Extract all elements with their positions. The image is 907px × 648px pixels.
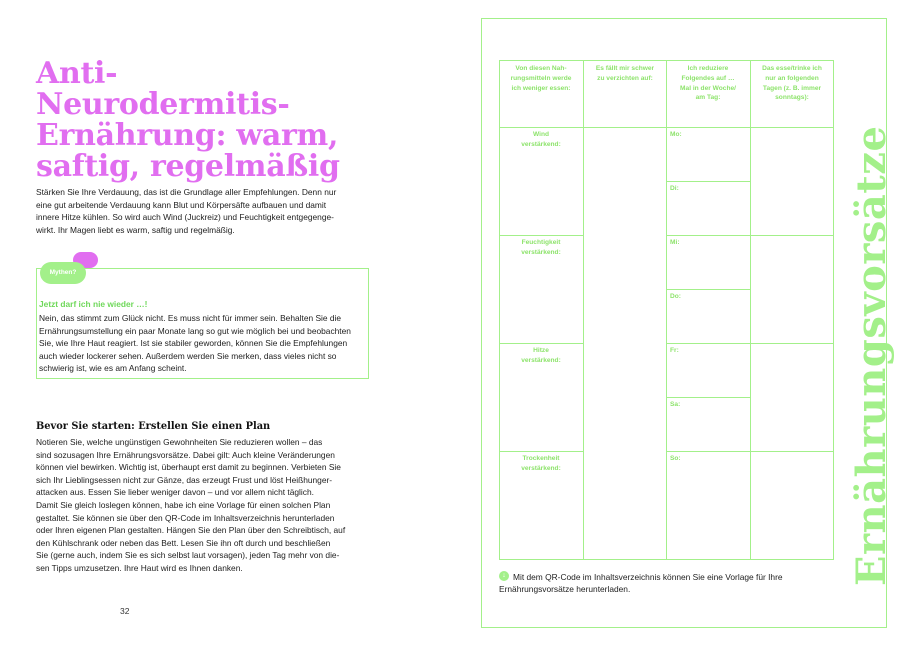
myth-badge: Mythen? xyxy=(40,262,86,284)
row-divider xyxy=(499,343,583,344)
vertical-title: Ernährungsvorsätze xyxy=(848,125,895,586)
table-border xyxy=(833,60,834,560)
row-divider xyxy=(666,451,834,452)
page-title: Anti-Neurodermitis- Ernährung: warm, saftig, regelmäßig xyxy=(36,56,340,184)
table-header-cell: Es fällt mir schwer zu verzichten auf: xyxy=(595,65,655,82)
row-divider xyxy=(499,235,583,236)
page-number: 32 xyxy=(120,606,130,616)
column-divider xyxy=(666,60,667,560)
day-divider xyxy=(666,397,750,398)
day-label: Fr: xyxy=(670,347,679,354)
day-divider xyxy=(666,181,750,182)
table-header-cell: Das esse/trinke ich nur an folgenden Tagen (z. B. immer sonntags): xyxy=(762,65,822,102)
table-header-cell: Von diesen Nah- rungsmitteln werde ich weniger essen: xyxy=(510,65,572,92)
day-label: Di: xyxy=(670,185,679,192)
download-icon: ↓ xyxy=(499,571,509,581)
myth-heading: Jetzt darf ich nie wieder …! xyxy=(39,299,148,309)
qr-note: Mit dem QR-Code im Inhaltsverzeichnis können Sie eine Vorlage für Ihre Ernährungsvorsätze herunterladen. xyxy=(499,572,783,595)
row-divider xyxy=(499,451,583,452)
day-label: Mi: xyxy=(670,239,680,246)
row-label: Feuchtigkeit verstärkend: xyxy=(521,239,561,256)
plan-heading: Bevor Sie starten: Erstellen Sie einen Plan xyxy=(36,421,271,432)
column-divider xyxy=(583,60,584,560)
day-label: Mo: xyxy=(670,131,682,138)
row-divider xyxy=(666,343,834,344)
column-divider xyxy=(750,60,751,560)
table-header-cell: Ich reduziere Folgendes auf … Mal in der Woche/ am Tag: xyxy=(680,65,736,102)
day-label: Do: xyxy=(670,293,681,300)
day-label: So: xyxy=(670,455,681,462)
row-divider xyxy=(666,235,834,236)
intro-paragraph: Stärken Sie Ihre Verdauung, das ist die Grundlage aller Empfehlungen. Denn nur eine gut arbeitende Verdauung kann Blut und Körpersäfte aufbauen und damit innere Hitze kühlen. So wird auch Wind (Juckreiz) und Feuchtigkeit entgegenge- wirkt. Ihr Magen liebt es warm, saftig und regelmäßig. xyxy=(36,187,337,235)
day-label: Sa: xyxy=(670,401,681,408)
worksheet-frame xyxy=(481,18,887,628)
row-label: Wind verstärkend: xyxy=(521,131,561,148)
header-divider xyxy=(499,127,834,128)
day-divider xyxy=(666,289,750,290)
myth-text: Nein, das stimmt zum Glück nicht. Es muss nicht für immer sein. Behalten Sie die Ernährungsumstellung ein paar Monate lang so gut wie möglich bei und beobachten Sie, wie Ihre Haut reagiert. Ist sie stabiler geworden, können Sie die Empfehlungen auch wieder lockerer sehen. Außerdem werden Sie merken, dass vieles nicht so schwierig ist, wie es am Anfang scheint. xyxy=(39,313,351,374)
row-label: Hitze verstärkend: xyxy=(521,347,561,364)
plan-paragraph: Notieren Sie, welche ungünstigen Gewohnheiten Sie reduzieren wollen – das sind sozusagen Ihre Ernährungsvorsätze. Dabei gilt: Auch kleine Veränderungen können viel bewirken. Wichtig ist, überhaupt erst damit zu beginnen. Verbieten Sie sich Ihr Lieblingsessen nicht zur Gänze, das erzeugt Frust und löst Heißhunger- attacken aus. Essen Sie lieber weniger davon – und vor allem nicht täglich. Damit Sie gleich loslegen können, habe ich eine Vorlage für einen solchen Plan gestaltet. Sie können sie über den QR-Code im Inhaltsverzeichnis herunterladen oder Ihren eigenen Plan gestalten. Hängen Sie den Plan über den Schreibtisch, auf den Kühlschrank oder neben das Bett. Lesen Sie ihn oft durch und beschließen Sie (gerne auch, indem Sie es sich selbst laut vorsagen), jeden Tag mehr von die- sen Tipps umzusetzen. Ihre Haut wird es Ihnen danken. xyxy=(36,437,346,573)
row-label: Trockenheit verstärkend: xyxy=(521,455,561,472)
